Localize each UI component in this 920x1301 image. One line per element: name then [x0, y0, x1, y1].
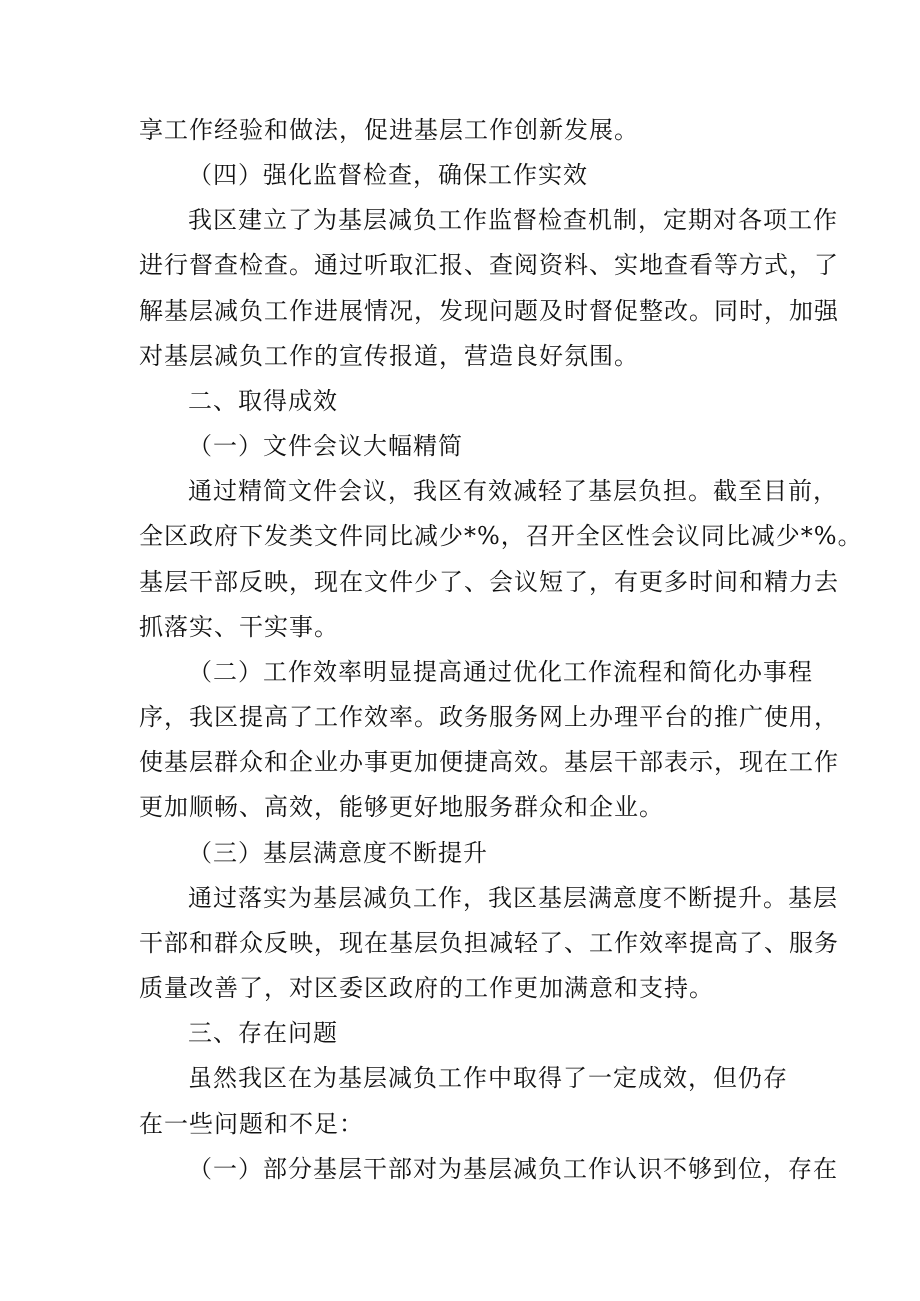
text-line: 更加顺畅、高效，能够更好地服务群众和企业。 — [139, 793, 664, 821]
section-heading: （一）部分基层干部对为基层减负工作认识不够到位，存在 — [188, 1155, 838, 1183]
text-line: 使基层群众和企业办事更加便捷高效。基层干部表示，现在工作 — [139, 748, 839, 776]
section-heading: （二）工作效率明显提高通过优化工作流程和简化办事程 — [188, 658, 813, 686]
text-line: 全区政府下发类文件同比减少*%，召开全区性会议同比减少*%。 — [139, 522, 863, 550]
text-line: 抓落实、干实事。 — [139, 613, 339, 641]
section-heading: （四）强化监督检查，确保工作实效 — [188, 161, 588, 189]
text-line: 序，我区提高了工作效率。政务服务网上办理平台的推广使用， — [139, 703, 839, 731]
text-line: 我区建立了为基层减负工作监督检查机制，定期对各项工作 — [188, 206, 838, 234]
section-heading: 二、取得成效 — [188, 387, 338, 415]
text-line: 质量改善了，对区委区政府的工作更加满意和支持。 — [139, 974, 714, 1002]
section-heading: （一）文件会议大幅精简 — [188, 432, 463, 460]
text-line: 进行督查检查。通过听取汇报、查阅资料、实地查看等方式，了 — [139, 251, 839, 279]
text-line: 虽然我区在为基层减负工作中取得了一定成效，但仍存 — [188, 1064, 788, 1092]
text-line: 干部和群众反映，现在基层负担减轻了、工作效率提高了、服务 — [139, 929, 839, 957]
text-line: 通过落实为基层减负工作，我区基层满意度不断提升。基层 — [188, 884, 838, 912]
section-heading: 三、存在问题 — [188, 1019, 338, 1047]
text-line: 对基层减负工作的宣传报道，营造良好氛围。 — [139, 342, 639, 370]
text-line: 基层干部反映，现在文件少了、会议短了，有更多时间和精力去 — [139, 568, 839, 596]
text-line: 享工作经验和做法，促进基层工作创新发展。 — [139, 116, 639, 144]
section-heading: （三）基层满意度不断提升 — [188, 839, 488, 867]
text-line: 解基层减负工作进展情况，发现问题及时督促整改。同时，加强 — [139, 297, 839, 325]
text-line: 在一些问题和不足： — [139, 1110, 364, 1138]
text-line: 通过精简文件会议，我区有效减轻了基层负担。截至目前， — [188, 477, 838, 505]
